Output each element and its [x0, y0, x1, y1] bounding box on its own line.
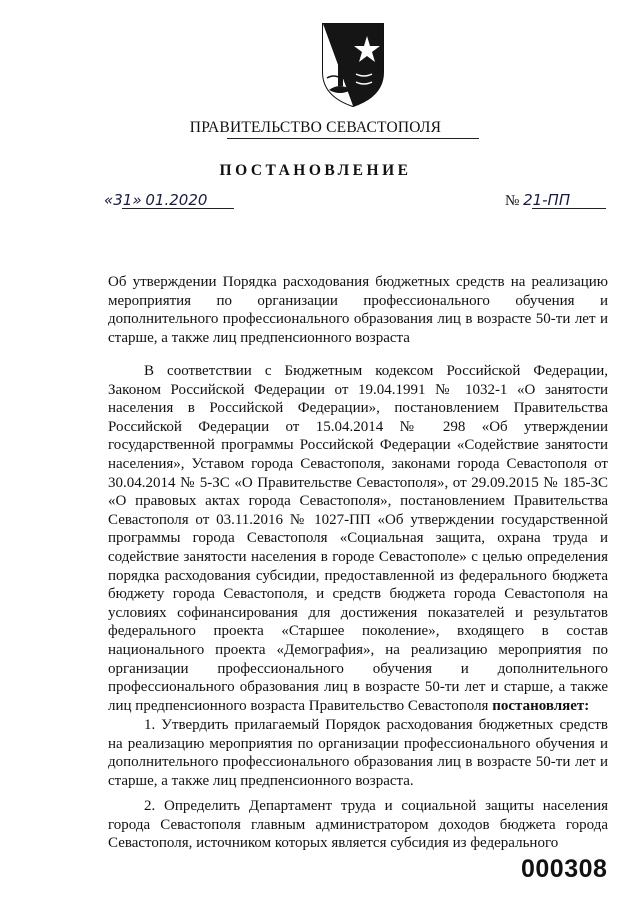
date-underline: [122, 208, 234, 209]
page-number: 000308: [521, 855, 608, 883]
date-day: 31: [113, 191, 133, 209]
clause-item: 2. Определить Департамент труда и социальной защиты населения города Севастополя главным администратором доходов бюджета города Севастополя, источником которых является субсидия из федерального: [108, 798, 608, 852]
government-underline: [227, 138, 479, 139]
document-type-heading: ПОСТАНОВЛЕНИЕ: [219, 162, 412, 179]
government-name: ПРАВИТЕЛЬСТВО СЕВАСТОПОЛЯ: [189, 119, 442, 136]
preamble-paragraph: [108, 362, 608, 715]
date-open-quote: «: [104, 191, 114, 209]
number-underline: [532, 208, 606, 209]
document-title: Об утверждении Порядка расходования бюджетных средств на реализацию мероприятия по организации профессионального обучения и дополнительного профессионального образования лиц в возрасте 50-ти лет и старше, а также лиц предпенсионного возраста: [108, 274, 608, 346]
number-value: 21-ПП: [523, 191, 571, 209]
date-month-year: 01.2020: [145, 191, 208, 209]
number-sign: №: [505, 193, 520, 209]
clause-item: 1. Утвердить прилагаемый Порядок расходования бюджетных средств на реализацию мероприятия по организации профессионального обучения и дополнительного профессионального образования лиц в возрасте 50-ти лет и старше, а также лиц предпенсионного возраста.: [108, 717, 608, 789]
preamble-text: В соответствии с Бюджетным кодексом Российской Федерации, Законом Российской Федерации от 19.04.1991 № 1032-1 «О занятости населения в Российской Федерации», постановлением Правительства Российской Федерации от 15.04.2014 № 298 «Об утверждении государственной программы Российской Федерации «Содействие занятости населения», Уставом города Севастополя, законами города Севастополя от 30.04.2014 № 5-ЗС «О Правительстве Севастополя», от 29.09.2015 № 185-ЗС «О правовых актах города Севастополя», постановлением Правительства Севастополя от 03.11.2016 № 1027-ПП «Об утверждении государственной программы города Севастополя «Социальная защита, охрана труда и содействие занятости населения в городе Севастополе» с целью определения порядка расходования субсидии, предоставленной из федерального бюджета бюджету города Севастополя, и средств бюджета города Севастополя на условиях софинансирования для достижения показателей и результатов федерального проекта «Старшее поколение», входящего в состав национального проекта «Демография», на реализацию мероприятия по организации профессионального обучения и дополнительного профессионального образования лиц в возрасте 50-ти лет и старше, а также лиц предпенсионного возраста Правительство Севастополя: [108, 363, 608, 714]
coat-of-arms-emblem: [320, 22, 386, 108]
date-close-quote: »: [132, 191, 142, 209]
decree-word: постановляет:: [492, 697, 590, 714]
